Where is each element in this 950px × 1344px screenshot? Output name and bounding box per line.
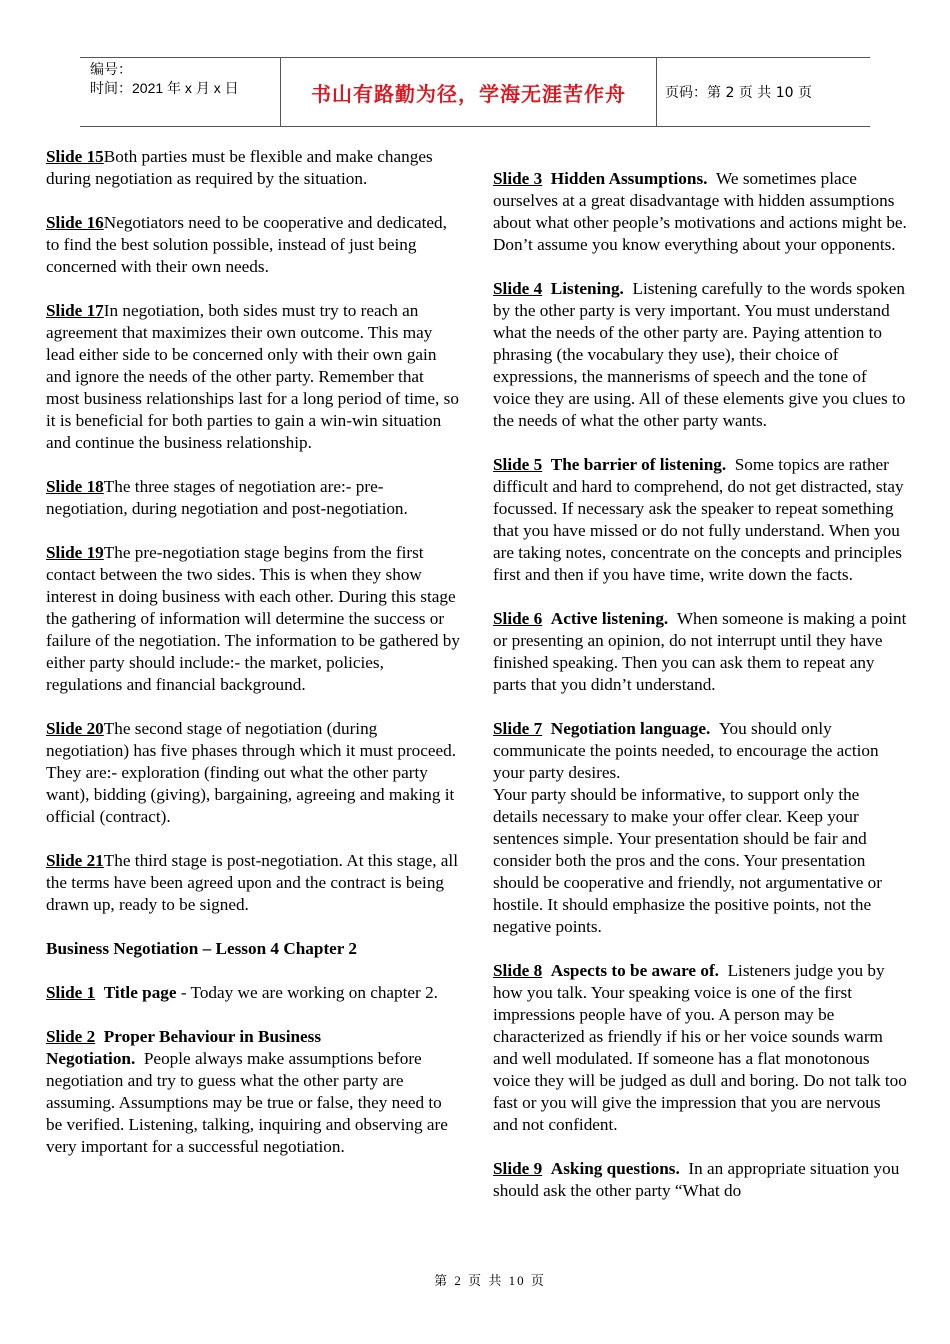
right-column <box>493 168 907 1224</box>
slide-paragraph <box>493 608 907 696</box>
slide-text: We sometimes place ourselves at a great disadvantage with hidden assumptions about what other people’s motivations and actions might be. Don’t assume you know everything about your opponents. <box>493 169 907 254</box>
slide-label: Slide 21 <box>46 851 104 870</box>
slide-paragraph <box>493 718 907 938</box>
slide-title: Title page <box>103 983 177 1002</box>
slide-text: The second stage of negotiation (during negotiation) has five phases through which it must proceed. They are:- exploration (finding out what the other party want), bidding (giving), bargaining, agreeing and making it official (contract). <box>46 719 457 826</box>
slide-label: Slide 5 <box>493 455 543 474</box>
slide-label: Slide 20 <box>46 719 104 738</box>
slide-label: Slide 16 <box>46 213 104 232</box>
slide-title: Active listening. <box>550 609 669 628</box>
slide-paragraph <box>493 1158 907 1202</box>
slide-paragraph <box>46 146 460 190</box>
date-label: 时间：2021 年 x 月 x 日 <box>90 80 239 96</box>
slide-text: Both parties must be flexible and make changes during negotiation as required by the situation. <box>46 147 433 188</box>
slide-label: Slide 1 <box>46 983 96 1002</box>
slide-title: Aspects to be aware of. <box>550 961 719 980</box>
slide-label: Slide 2 <box>46 1027 96 1046</box>
slide-title: Hidden Assumptions. <box>550 169 708 188</box>
slide-paragraph <box>46 476 460 520</box>
slide-paragraph <box>493 168 907 256</box>
slide-title: Proper Behaviour in Business Negotiation. <box>46 1027 322 1068</box>
slide-paragraph <box>46 300 460 454</box>
page-footer: 第 2 页 共 10 页 <box>434 1273 546 1288</box>
slide-label: Slide 15 <box>46 147 104 166</box>
slide-label: Slide 6 <box>493 609 543 628</box>
slide-paragraph <box>46 1026 460 1158</box>
slide-paragraph <box>46 212 460 278</box>
slide-text: In negotiation, both sides must try to reach an agreement that maximizes their own outcome. This may lead either side to be concerned only with their own gain and ignore the needs of the other party. Remember that most business relationships last for a long period of time, so it is beneficial for both parties to gain a win-win situation and continue the business relationship. <box>46 301 459 452</box>
slide-paragraph <box>493 454 907 586</box>
slide-text: Negotiators need to be cooperative and dedicated, to find the best solution possible, instead of just being concerned with their own needs. <box>46 213 447 276</box>
slide-label: Slide 8 <box>493 961 543 980</box>
slide-text: - Today we are working on chapter 2. <box>180 983 438 1002</box>
slide-text: Listening carefully to the words spoken by the other party is very important. You must understand what the needs of the other party are. Paying attention to phrasing (the vocabulary they use), their choice of expressions, the mannerisms of speech and the tone of voice they are using. All of these elements give you clues to the needs of what the other party wants. <box>493 279 906 430</box>
slide-text: Some topics are rather difficult and hard to comprehend, do not get distracted, stay focussed. If necessary ask the speaker to repeat something that you have missed or do not fully understand. When you are taking notes, concentrate on the concepts and principles first and then if you have time, write down the facts. <box>493 455 904 584</box>
slide-title: Negotiation language. <box>550 719 711 738</box>
header-motto: 书山有路勤为径，学海无涯苦作舟 <box>280 58 657 126</box>
slide-label: Slide 3 <box>493 169 543 188</box>
slide-label: Slide 19 <box>46 543 104 562</box>
slide-title: Asking questions. <box>550 1159 680 1178</box>
slide-label: Slide 9 <box>493 1159 543 1178</box>
slide-text: Listeners judge you by how you talk. Your speaking voice is one of the first impressions people have of you. A person may be characterized as friendly if his or her voice sounds warm and well modulated. If someone has a flat monotonous voice they will be judged as dull and boring. Do not talk too fast or you will give the impression that you are nervous and not confident. <box>493 961 907 1134</box>
slide-text: The three stages of negotiation are:- pre-negotiation, during negotiation and post-negotiation. <box>46 477 408 518</box>
slide-label: Slide 7 <box>493 719 543 738</box>
section-heading: Business Negotiation – Lesson 4 Chapter 2 <box>46 939 358 958</box>
slide-text: You should only communicate the points needed, to encourage the action your party desires. <box>493 719 879 782</box>
slide-title: Listening. <box>550 279 624 298</box>
slide-paragraph <box>493 960 907 1136</box>
slide-text: In an appropriate situation you should ask the other party “What do <box>493 1159 900 1200</box>
header-page-label: 页码：第 2 页 共 10 页 <box>665 85 812 101</box>
slide-paragraph <box>493 278 907 432</box>
left-column <box>46 146 460 1180</box>
slide-paragraph <box>46 718 460 828</box>
slide-text-extra: Your party should be informative, to support only the details necessary to make your offer clear. Keep your sentences simple. Your presentation should be fair and consider both the pros and the cons. Your presentation should be cooperative and friendly, not argumentative or hostile. It should emphasize the positive points, not the negative points. <box>493 785 882 936</box>
slide-text: People always make assumptions before negotiation and try to guess what the other party are assuming. Assumptions may be true or false, they need to be verified. Listening, talking, inquiring and observing are very important for a successful negotiation. <box>46 1049 448 1156</box>
number-label: 编号： <box>90 61 132 77</box>
slide-label: Slide 18 <box>46 477 104 496</box>
slide-paragraph <box>46 542 460 696</box>
slide-label: Slide 4 <box>493 279 543 298</box>
header-meta <box>80 58 280 126</box>
slide-label: Slide 17 <box>46 301 104 320</box>
slide-text: When someone is making a point or presenting an opinion, do not interrupt until they have finished speaking. Then you can ask them to repeat any parts that you didn’t understand. <box>493 609 907 694</box>
slide-text: The third stage is post-negotiation. At this stage, all the terms have been agreed upon and the contract is being drawn up, ready to be signed. <box>46 851 458 914</box>
slide-paragraph <box>46 850 460 916</box>
slide-paragraph <box>46 982 460 1004</box>
slide-text: The pre-negotiation stage begins from the first contact between the two sides. This is when they show interest in doing business with each other. During this stage the gathering of information will determine the success or failure of the negotiation. The information to be gathered by either party should include:- the market, policies, regulations and financial background. <box>46 543 460 694</box>
document-header <box>80 57 870 127</box>
slide-title: The barrier of listening. <box>550 455 727 474</box>
